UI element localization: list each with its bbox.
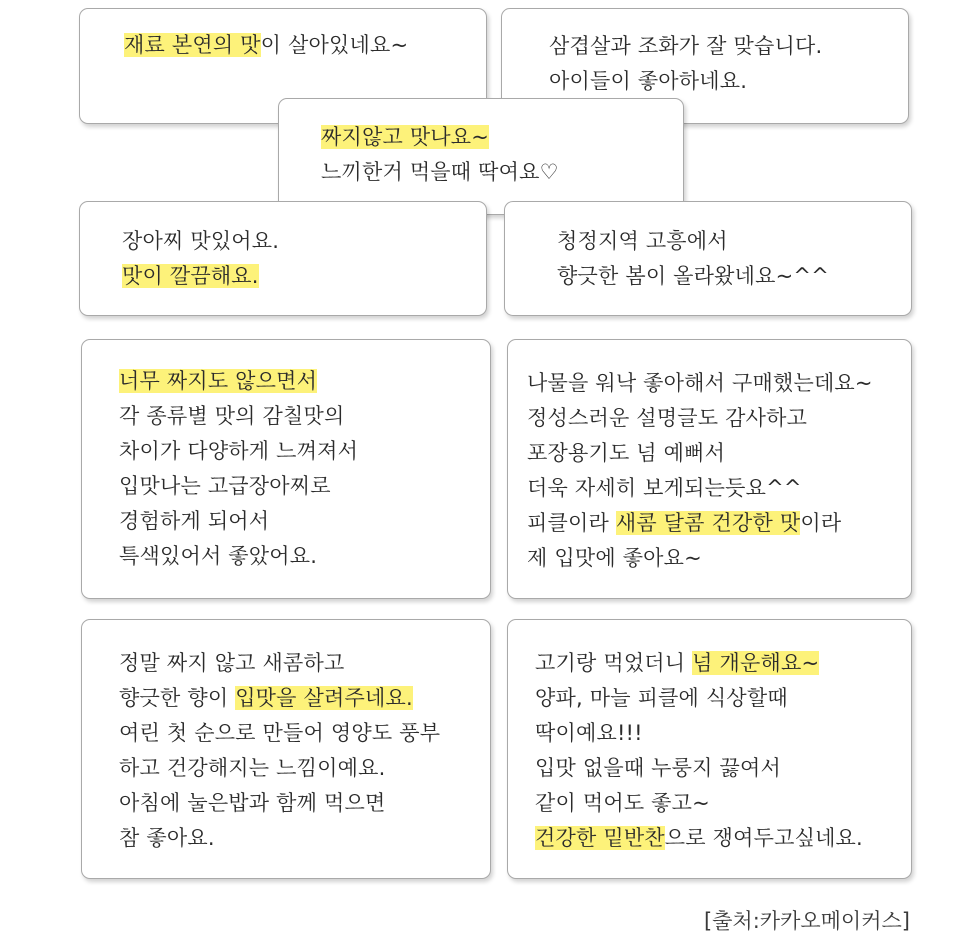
review-card-4 <box>79 201 487 316</box>
review-phrase: 참 좋아요. <box>119 826 215 850</box>
review-line <box>527 471 873 506</box>
review-phrase: 입맛 없을때 누룽지 끓여서 <box>535 756 781 780</box>
review-line <box>535 716 863 751</box>
review-phrase: 향긋한 향이 <box>119 686 236 710</box>
review-card-5 <box>504 201 912 316</box>
review-line <box>527 506 873 541</box>
review-text-7 <box>527 366 873 576</box>
review-phrase: 느끼한거 먹을때 딱여요♡ <box>321 160 559 184</box>
review-phrase: 피클이라 <box>527 511 616 535</box>
review-line <box>119 681 440 716</box>
review-line <box>527 366 873 401</box>
review-line <box>527 401 873 436</box>
review-line <box>119 504 358 539</box>
review-line <box>527 436 873 471</box>
review-phrase: 여린 첫 순으로 만들어 영양도 풍부 <box>119 721 441 745</box>
review-phrase: 으로 쟁여두고싶네요. <box>664 826 863 850</box>
highlighted-phrase: 재료 본연의 맛 <box>124 33 261 57</box>
review-line <box>557 259 829 294</box>
review-phrase: 정말 짜지 않고 새콤하고 <box>119 651 345 675</box>
review-text-3 <box>321 120 559 190</box>
review-card-7 <box>507 339 912 599</box>
highlighted-phrase: 맛이 깔끔해요. <box>122 264 259 288</box>
review-line <box>119 716 440 751</box>
review-phrase: 청정지역 고흥에서 <box>557 229 728 253</box>
review-line <box>124 28 408 63</box>
review-text-5 <box>557 224 829 294</box>
review-line <box>557 224 829 259</box>
review-phrase: 입맛나는 고급장아찌로 <box>119 474 331 498</box>
review-phrase: 같이 먹어도 좋고~ <box>535 791 710 815</box>
review-text-4 <box>122 224 279 294</box>
review-line <box>321 155 559 190</box>
review-line <box>119 399 358 434</box>
review-phrase: 장아찌 맛있어요. <box>122 229 280 253</box>
review-line <box>119 821 440 856</box>
review-phrase: 더욱 자세히 보게되는듯요^^ <box>527 476 802 500</box>
review-phrase: 딱이예요!!! <box>535 721 643 745</box>
review-card-9 <box>507 619 912 879</box>
review-phrase: 각 종류별 맛의 감칠맛의 <box>119 404 345 428</box>
highlighted-phrase: 입맛을 살려주네요. <box>235 686 413 710</box>
review-text-2 <box>549 29 822 99</box>
review-line <box>321 120 559 155</box>
review-phrase: 차이가 다양하게 느껴져서 <box>119 439 359 463</box>
review-card-6 <box>81 339 491 599</box>
review-line <box>119 469 358 504</box>
review-line <box>122 224 279 259</box>
review-phrase: 아침에 눌은밥과 함께 먹으면 <box>119 791 386 815</box>
review-phrase: 이 살아있네요~ <box>260 33 409 57</box>
review-line <box>119 786 440 821</box>
review-line <box>535 646 863 681</box>
highlighted-phrase: 너무 짜지도 않으면서 <box>119 369 318 393</box>
review-phrase: 경험하게 되어서 <box>119 509 270 533</box>
review-text-9 <box>535 646 863 856</box>
highlighted-phrase: 짜지않고 맛나요~ <box>321 125 490 149</box>
review-phrase: 향긋한 봄이 올라왔네요~^^ <box>557 264 829 288</box>
review-line <box>549 64 822 99</box>
review-phrase: 하고 건강해지는 느낌이예요. <box>119 756 386 780</box>
review-phrase: 정성스러운 설명글도 감사하고 <box>527 406 808 430</box>
review-phrase: 아이들이 좋아하네요. <box>549 69 748 93</box>
review-line <box>119 364 358 399</box>
review-phrase: 이라 <box>800 511 842 535</box>
review-text-8 <box>119 646 440 856</box>
review-card-3 <box>278 98 684 215</box>
review-line <box>535 786 863 821</box>
review-line <box>119 434 358 469</box>
review-phrase: 제 입맛에 좋아요~ <box>527 546 702 570</box>
highlighted-phrase: 넘 개운해요~ <box>692 651 820 675</box>
review-line <box>527 541 873 576</box>
highlighted-phrase: 새콤 달콤 건강한 맛 <box>615 511 801 535</box>
review-phrase: 포장용기도 넘 예뻐서 <box>527 441 726 465</box>
review-line <box>535 681 863 716</box>
review-text-6 <box>119 364 358 574</box>
review-phrase: 특색있어서 좋았어요. <box>119 544 318 568</box>
review-line <box>535 821 863 856</box>
highlighted-phrase: 건강한 밑반찬 <box>535 826 665 850</box>
review-card-8 <box>81 619 491 879</box>
review-phrase: 나물을 워낙 좋아해서 구매했는데요~ <box>527 371 873 395</box>
review-line <box>549 29 822 64</box>
review-line <box>119 539 358 574</box>
source-credit: [출처:카카오메이커스] <box>703 909 910 933</box>
review-text-1 <box>124 28 408 63</box>
review-line <box>122 259 279 294</box>
review-phrase: 양파, 마늘 피클에 식상할때 <box>535 686 788 710</box>
review-phrase: 삼겹살과 조화가 잘 맞습니다. <box>549 34 823 58</box>
review-line <box>119 646 440 681</box>
review-line <box>535 751 863 786</box>
review-line <box>119 751 440 786</box>
review-phrase: 고기랑 먹었더니 <box>535 651 693 675</box>
